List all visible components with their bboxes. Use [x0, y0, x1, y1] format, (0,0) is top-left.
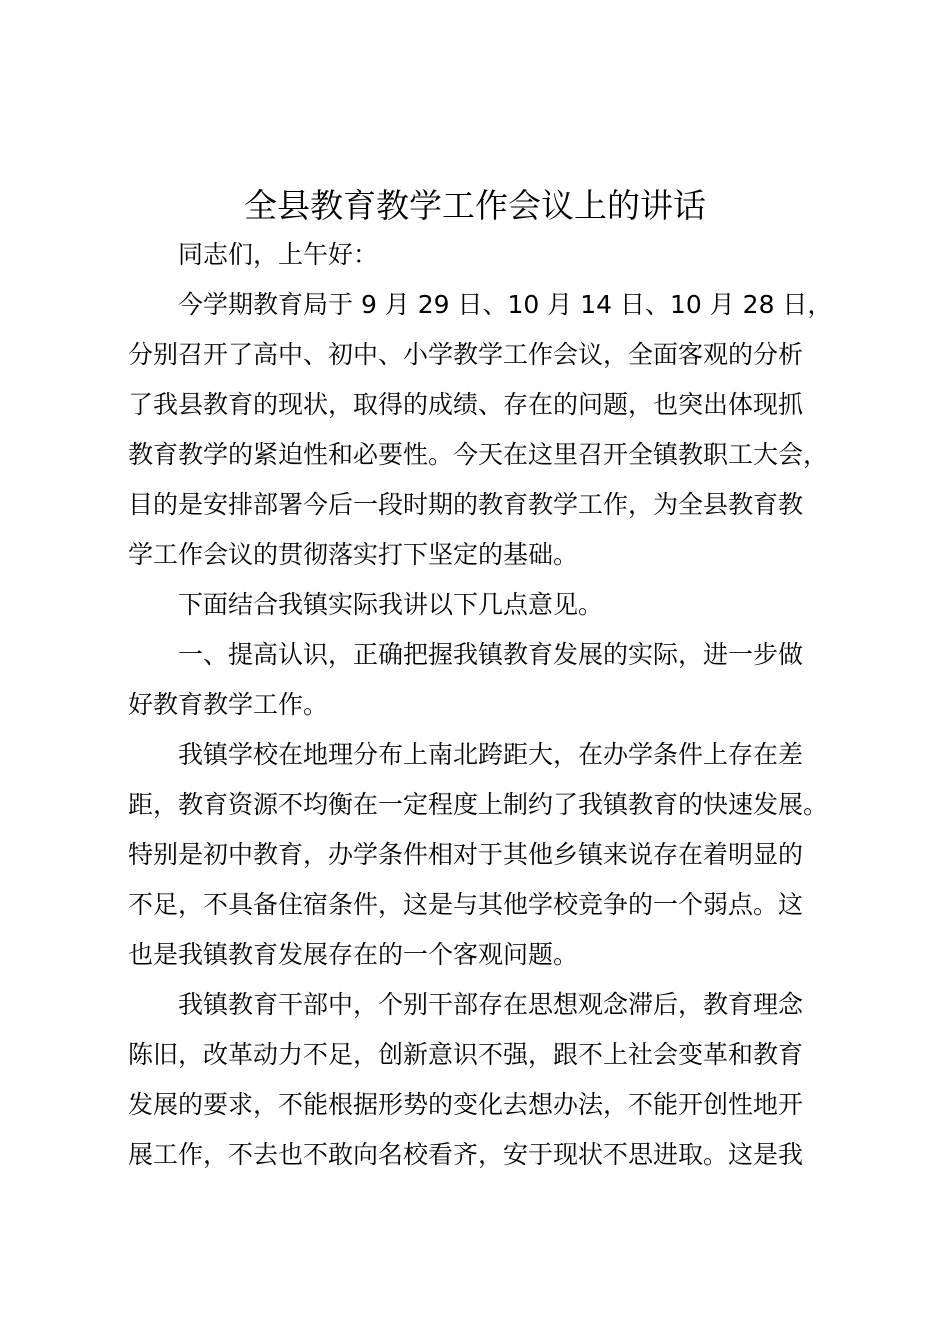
paragraph-line: 展工作，不去也不敢向名校看齐，安于现状不思进取。这是我: [128, 1140, 804, 1169]
paragraph-line: 下面结合我镇实际我讲以下几点意见。: [178, 590, 604, 619]
paragraph-line: 我镇学校在地理分布上南北跨距大，在办学条件上存在差: [178, 740, 804, 769]
paragraph-line: 发展的要求，不能根据形势的变化去想办法，不能开创性地开: [128, 1090, 804, 1119]
paragraph-line: 分别召开了高中、初中、小学教学工作会议，全面客观的分析: [128, 340, 804, 369]
paragraph-line: 特别是初中教育，办学条件相对于其他乡镇来说存在着明显的: [128, 840, 804, 869]
paragraph-line: 了我县教育的现状，取得的成绩、存在的问题，也突出体现抓: [128, 390, 804, 419]
paragraph-line: 目的是安排部署今后一段时期的教育教学工作，为全县教育教: [128, 490, 804, 519]
paragraph-line: 学工作会议的贯彻落实打下坚定的基础。: [128, 540, 579, 569]
document-title: 全县教育教学工作会议上的讲话: [244, 186, 706, 225]
section-heading-line: 好教育教学工作。: [128, 690, 329, 719]
section-heading-line: 一、提高认识，正确把握我镇教育发展的实际，进一步做: [178, 640, 804, 669]
greeting-line: 同志们，上午好：: [178, 240, 379, 269]
paragraph-line: 今学期教育局于 9 月 29 日、10 月 14 日、10 月 28 日，: [178, 290, 833, 319]
paragraph-line: 距，教育资源不均衡在一定程度上制约了我镇教育的快速发展。: [128, 790, 829, 819]
paragraph-line: 也是我镇教育发展存在的一个客观问题。: [128, 940, 579, 969]
paragraph-line: 我镇教育干部中，个别干部存在思想观念滞后，教育理念: [178, 990, 804, 1019]
paragraph-line: 教育教学的紧迫性和必要性。今天在这里召开全镇教职工大会，: [128, 440, 829, 469]
paragraph-line: 陈旧，改革动力不足，创新意识不强，跟不上社会变革和教育: [128, 1040, 804, 1069]
paragraph-line: 不足，不具备住宿条件，这是与其他学校竞争的一个弱点。这: [128, 890, 804, 919]
